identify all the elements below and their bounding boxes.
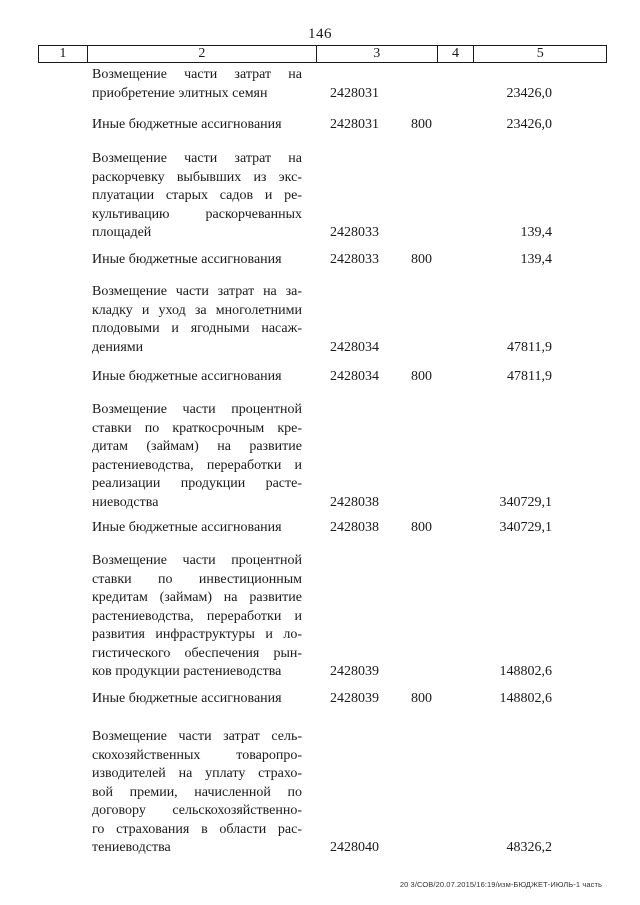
description-line: договору сельскохозяйственно- bbox=[92, 803, 302, 818]
description-line: Возмещение части затрат на bbox=[92, 67, 302, 82]
row-amount: 47811,9 bbox=[507, 339, 552, 355]
description-line: площадей bbox=[92, 225, 152, 240]
description-line: ставки по инвестиционным bbox=[92, 571, 302, 587]
footer-note: 20 3/СОВ/20.07.2015/16:19/изм-БЮДЖЕТ-ИЮЛЬ-1 часть bbox=[399, 880, 602, 889]
row-amount: 148802,6 bbox=[499, 691, 552, 706]
row-expense-type: 800 bbox=[411, 252, 432, 267]
column-header-5: 5 bbox=[536, 46, 544, 61]
row-code: 2428038 bbox=[330, 520, 379, 535]
description-line: Возмещение части затрат на bbox=[92, 151, 302, 166]
row-code: 2428033 bbox=[330, 252, 379, 267]
row-description bbox=[92, 552, 302, 682]
row-code: 2428039 bbox=[330, 664, 379, 679]
description-line: Иные бюджетные ассигнования bbox=[92, 520, 282, 535]
row-description bbox=[92, 728, 302, 858]
description-line: культивацию раскорчеванных bbox=[92, 206, 302, 222]
description-line: кладку и уход за многолетними bbox=[92, 302, 302, 318]
description-line: растениеводства, переработки и bbox=[92, 457, 302, 473]
row-expense-type: 800 bbox=[411, 520, 432, 535]
description-line: Иные бюджетные ассигнования bbox=[92, 117, 282, 132]
row-amount: 139,4 bbox=[520, 252, 552, 267]
description-line: вой премии, начисленной по bbox=[92, 784, 302, 800]
table-header bbox=[38, 45, 607, 63]
description-line: Иные бюджетные ассигнования bbox=[92, 369, 282, 384]
row-description bbox=[92, 368, 302, 387]
row-description bbox=[92, 690, 302, 709]
row-code: 2428039 bbox=[330, 691, 379, 706]
description-line: тениеводства bbox=[92, 840, 171, 855]
description-line: го страхования в области рас- bbox=[92, 821, 302, 837]
description-line: Возмещение части процентной bbox=[92, 402, 302, 417]
description-line: ниеводства bbox=[92, 494, 159, 510]
row-amount: 48326,2 bbox=[506, 840, 552, 855]
row-code: 2428031 bbox=[330, 85, 379, 101]
row-amount: 340729,1 bbox=[499, 494, 552, 510]
row-code: 2428033 bbox=[330, 225, 379, 240]
description-line: изводителей на уплату страхо- bbox=[92, 766, 302, 781]
description-line: реализации продукции расте- bbox=[92, 476, 302, 491]
row-description bbox=[92, 66, 302, 103]
row-expense-type: 800 bbox=[411, 117, 432, 132]
row-code: 2428034 bbox=[330, 369, 379, 384]
description-line: плодовыми и ягодными насаж- bbox=[92, 321, 302, 336]
description-line: плуатации старых садов и ре- bbox=[92, 188, 302, 203]
row-description bbox=[92, 251, 302, 270]
row-description bbox=[92, 116, 302, 135]
row-amount: 23426,0 bbox=[506, 117, 552, 132]
row-description bbox=[92, 401, 302, 512]
description-line: раскорчевку выбывших из экс- bbox=[92, 169, 302, 185]
row-amount: 148802,6 bbox=[499, 664, 552, 679]
column-header-4: 4 bbox=[438, 46, 475, 62]
description-line: Иные бюджетные ассигнования bbox=[92, 252, 282, 267]
description-line: дитам (займам) на развитие bbox=[92, 439, 302, 454]
description-line: Возмещение части затрат сель- bbox=[92, 729, 302, 744]
description-line: скохозяйственных товаропро- bbox=[92, 747, 302, 763]
row-description bbox=[92, 283, 302, 357]
row-amount: 139,4 bbox=[520, 225, 552, 240]
row-amount: 340729,1 bbox=[499, 520, 552, 535]
description-line: Возмещение части затрат на за- bbox=[92, 284, 302, 299]
description-line: растениеводства, переработки и bbox=[92, 608, 302, 624]
row-code: 2428034 bbox=[330, 339, 379, 355]
description-line: приобретение элитных семян bbox=[92, 85, 268, 101]
row-amount: 47811,9 bbox=[507, 369, 552, 384]
description-line: гистического обеспечения рын- bbox=[92, 645, 302, 661]
description-line: дениями bbox=[92, 339, 144, 355]
row-expense-type: 800 bbox=[411, 369, 432, 384]
description-line: ставки по краткосрочным кре- bbox=[92, 420, 302, 436]
description-line: Возмещение части процентной bbox=[92, 553, 302, 568]
row-code: 2428038 bbox=[330, 494, 379, 510]
description-line: развития инфраструктуры и ло- bbox=[92, 627, 302, 642]
column-header-1: 1 bbox=[39, 46, 88, 62]
row-code: 2428040 bbox=[330, 840, 379, 855]
row-description bbox=[92, 519, 302, 538]
column-header-2: 2 bbox=[88, 46, 317, 62]
description-line: ков продукции растениеводства bbox=[92, 664, 282, 679]
description-line: Иные бюджетные ассигнования bbox=[92, 691, 282, 706]
row-amount: 23426,0 bbox=[506, 85, 552, 101]
column-header-3: 3 bbox=[317, 46, 438, 62]
row-expense-type: 800 bbox=[411, 691, 432, 706]
row-description bbox=[92, 150, 302, 243]
row-code: 2428031 bbox=[330, 117, 379, 132]
description-line: кредитам (займам) на развитие bbox=[92, 590, 302, 605]
page-number: 146 bbox=[308, 26, 332, 42]
